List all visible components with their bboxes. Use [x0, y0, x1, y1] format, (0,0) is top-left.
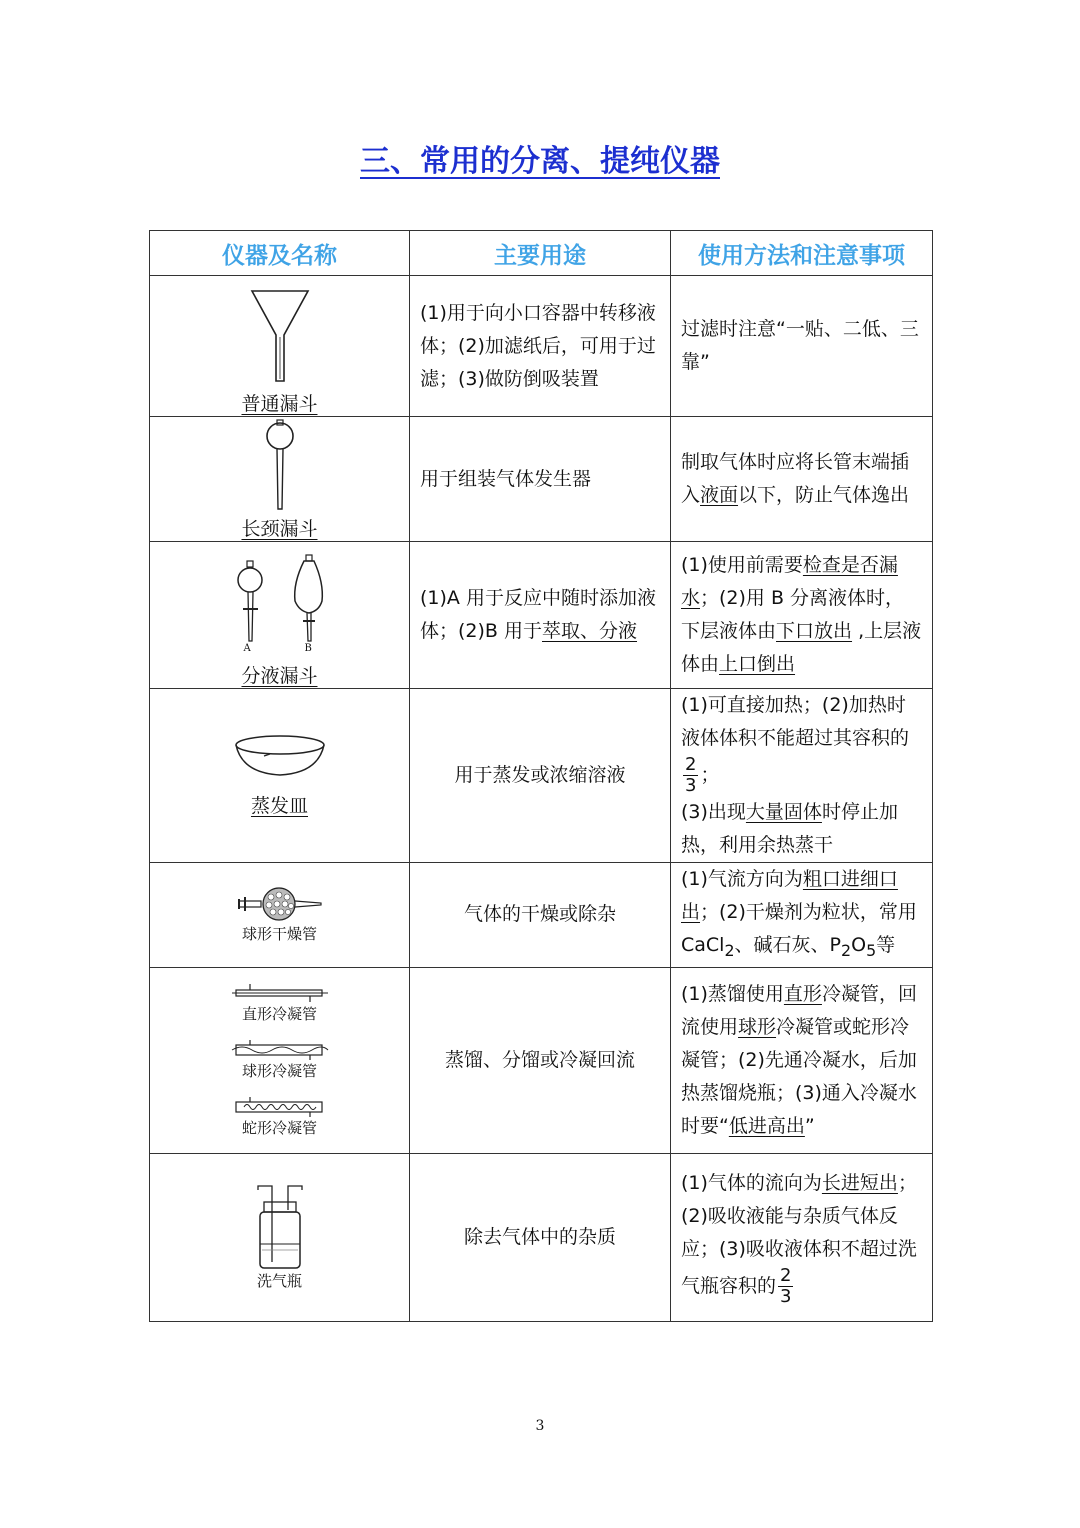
table-row: [150, 417, 933, 542]
page-title: 三、常用的分离、提纯仪器: [360, 144, 720, 179]
note-cell: (1)气体的流向为长进短出；(2)吸收液能与杂质气体反应；(3)吸收液体积不超过洗气瓶容积的 $\frac{2}{3}$: [671, 1153, 933, 1321]
use-cell: (1)用于向小口容器中转移液体；(2)加滤纸后，可用于过滤；(3)做防倒吸装置: [410, 276, 671, 417]
separatory-funnel-icon: [225, 553, 335, 645]
label-a: A: [243, 643, 251, 654]
instrument-cell: [150, 542, 410, 689]
gas-washing-bottle-icon: [250, 1184, 310, 1270]
instrument-cell: [150, 276, 410, 417]
instrument-cell: [150, 967, 410, 1153]
table-header-row: [150, 231, 933, 276]
instrument-cell: [150, 863, 410, 968]
instrument-name: 洗气瓶: [256, 1271, 302, 1290]
instrument-name: 长颈漏斗: [241, 518, 318, 540]
table-row: [150, 863, 933, 968]
straight-condenser-icon: [230, 983, 330, 1003]
note-cell: 制取气体时应将长管末端插入液面以下，防止气体逸出: [671, 417, 933, 542]
use-cell: 除去气体中的杂质: [410, 1153, 671, 1321]
note-cell: (1)气流方向为粗口进细口出；(2)干燥剂为粒状，常用 CaCl$_2$、碱石灰、$P_2O_5$等: [671, 863, 933, 968]
page-number: 3: [535, 1418, 545, 1434]
instrument-name: 蛇形冷凝管: [241, 1118, 317, 1137]
use-cell: 用于组装气体发生器: [410, 417, 671, 542]
funnel-icon: [240, 289, 320, 389]
instrument-name: 普通漏斗: [241, 393, 318, 415]
note-cell: 过滤时注意“一贴、二低、三靠”: [671, 276, 933, 417]
coil-condenser-icon: [230, 1097, 330, 1117]
label-b: B: [304, 643, 312, 654]
table-row: [150, 1153, 933, 1321]
separatory-funnel-figure: [225, 553, 335, 661]
instrument-table: [149, 230, 933, 1322]
header-notes: 使用方法和注意事项: [671, 231, 933, 276]
table-row: [150, 967, 933, 1153]
bulb-condenser-icon: [230, 1040, 330, 1060]
table-row: [150, 276, 933, 417]
long-neck-funnel-icon: [250, 419, 310, 514]
use-cell: 用于蒸发或浓缩溶液: [410, 689, 671, 863]
use-cell: 气体的干燥或除杂: [410, 863, 671, 968]
instrument-name: 球形干燥管: [241, 925, 317, 944]
note-cell: (1)蒸馏使用直形冷凝管，回流使用球形冷凝管或蛇形冷凝管；(2)先通冷凝水，后加热蒸馏烧瓶；(3)通入冷凝水时要“低进高出”: [671, 967, 933, 1153]
fraction: $\frac{2}{3}$: [780, 1265, 792, 1308]
header-instrument: 仪器及名称: [150, 231, 410, 276]
instrument-name: 蒸发皿: [250, 795, 308, 817]
instrument-name: 分液漏斗: [241, 665, 318, 687]
fraction: $\frac{2}{3}$: [685, 754, 697, 796]
use-cell: 蒸馏、分馏或冷凝回流: [410, 967, 671, 1153]
note-cell: (1)使用前需要检查是否漏水；(2)用 B 分离液体时，下层液体由下口放出 ,上层液体由上口倒出: [671, 542, 933, 689]
note-cell: (1)可直接加热；(2)加热时液体体积不能超过其容积的 $\frac{2}{3}$ ； (3)出现大量固体时停止加热，利用余热蒸干: [671, 689, 933, 863]
instrument-name: 直形冷凝管: [241, 1004, 317, 1023]
instrument-name: 球形冷凝管: [241, 1061, 317, 1080]
header-use: 主要用途: [410, 231, 671, 276]
instrument-cell: [150, 417, 410, 542]
table-row: [150, 689, 933, 863]
evaporating-dish-icon: [230, 733, 330, 779]
drying-tube-icon: [235, 885, 325, 923]
instrument-cell: [150, 689, 410, 863]
instrument-cell: [150, 1153, 410, 1321]
table-row: [150, 542, 933, 689]
use-cell: (1)A 用于反应中随时添加液体；(2)B 用于萃取、分液: [410, 542, 671, 689]
